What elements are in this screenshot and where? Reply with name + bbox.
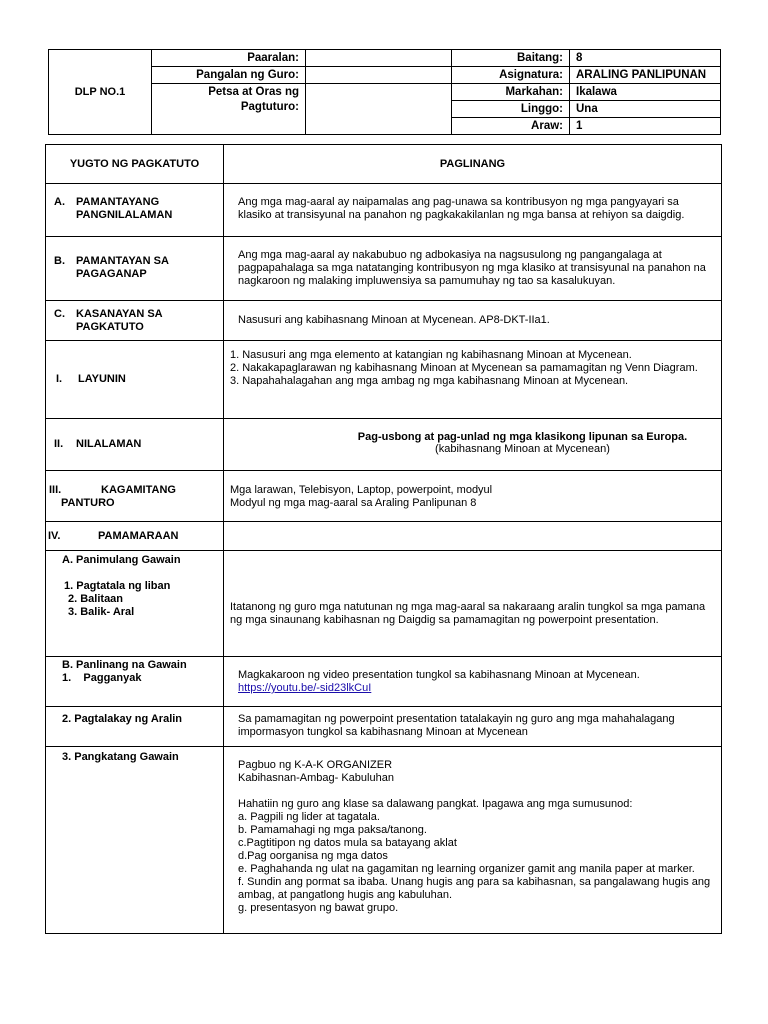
label-linggo: Linggo:	[452, 101, 569, 118]
kagamitan-line: Mga larawan, Telebisyon, Laptop, powerpoint, modyul	[230, 484, 493, 496]
header-table	[48, 49, 721, 135]
label-araw: Araw:	[531, 120, 563, 132]
pangkatang-line: b. Pamamahagi ng mga paksa/tanong.	[238, 824, 427, 836]
column-header-yugto: YUGTO NG PAGKATUTO	[46, 145, 224, 184]
value-markahan: Ikalawa	[570, 84, 720, 101]
label-asignatura: Asignatura:	[452, 67, 569, 84]
label-markahan: Markahan:	[452, 84, 569, 101]
value-baitang: 8	[570, 50, 720, 67]
mark-i: I.	[56, 373, 63, 385]
pangkatang-line: Hahatiin ng guro ang klase sa dalawang pangkat. Ipagawa ang mga sumusunod:	[238, 798, 633, 810]
label-baitang: Baitang:	[452, 50, 569, 67]
pagtalakay-title: 2. Pagtalakay ng Aralin	[46, 707, 224, 747]
pagganyak-title: 1. Pagganyak	[62, 672, 142, 684]
label-petsa: Petsa at Oras ng Pagtuturo:	[208, 86, 299, 113]
pangkatang-line: f. Sundin ang pormat sa ibaba. Unang hugis ang para sa kabihasnan, sa pangalawang hugis ang ambag, at pangatlong hugis ang kabuluhan.	[238, 876, 711, 901]
panimulang-text: Itatanong ng guro mga natutunan ng mga mag-aaral sa nakaraang aralin tungkol sa mga pamana ng mga sinaunang kabihasnan ng Daigdig sa pamamagitan ng powerpoint presentation.	[224, 551, 722, 657]
title-nilalaman: NILALAMAN	[76, 438, 142, 450]
nilalaman-subtopic: (kabihasnang Minoan at Mycenean)	[435, 443, 610, 455]
pangkatang-line: Pagbuo ng K-A-K ORGANIZER	[238, 759, 393, 771]
video-link[interactable]: https://youtu.be/-sid23lkCuI	[238, 682, 372, 694]
pagtalakay-text: Sa pamamagitan ng powerpoint presentation tatalakayin ng guro ang mga mahahalagang impormasyon tungkol sa kabihasnang Minoan at Mycenean	[224, 707, 722, 747]
panimulang-item: 2. Balitaan	[68, 593, 124, 605]
pangkatang-line: d.Pag oorganisa ng mga datos	[238, 850, 388, 862]
mark-c: C.	[54, 308, 65, 320]
title-panturo: PANTURO	[61, 497, 115, 509]
panimulang-gawain-title: A. Panimulang Gawain	[62, 554, 181, 566]
nilalaman-topic: Pag-usbong at pag-unlad ng mga klasikong lipunan sa Europa.	[357, 431, 688, 443]
title-pamantayan-sa-pagaganap: PAMANTAYAN SA PAGAGANAP	[76, 255, 169, 280]
title-pamamaraan: PAMAMARAAN	[98, 529, 179, 542]
mark-a: A.	[54, 196, 65, 208]
text-pamantayang-pangnilalaman: Ang mga mag-aaral ay naipamalas ang pag-unawa sa kontribusyon ng mga pangyayari sa klasiko at transisyunal na panahon ng pagkakakilanlan ng mga bansa at rehiyon sa daigdig.	[224, 184, 722, 237]
layunin-item: 3. Napahahalagahan ang mga ambag ng mga kabihasnang Minoan at Mycenean.	[230, 375, 629, 387]
pangkatang-line: g. presentasyon ng bawat grupo.	[238, 902, 399, 914]
pagganyak-text: Magkakaroon ng video presentation tungkol sa kabihasnang Minoan at Mycenean.	[238, 669, 640, 681]
label-paaralan: Paaralan:	[152, 50, 305, 67]
column-header-paglinang: PAGLINANG	[224, 145, 722, 184]
value-guro[interactable]	[306, 67, 451, 84]
layunin-item: 2. Nakakapaglarawan ng kabihasnang Minoan at Mycenean sa pamamagitan ng Venn Diagram.	[230, 362, 698, 374]
pangkatang-line: Kabihasnan-Ambag- Kabuluhan	[238, 772, 394, 784]
layunin-item: 1. Nasusuri ang mga elemento at katangian ng kabihasnang Minoan at Mycenean.	[230, 349, 632, 361]
value-asignatura: ARALING PANLIPUNAN	[570, 67, 720, 84]
value-linggo: Una	[570, 101, 720, 118]
title-pamantayang-pangnilalaman: PAMANTAYANG PANGNILALAMAN	[76, 196, 173, 221]
layunin-list	[224, 341, 722, 419]
mark-iv: IV.	[48, 529, 61, 542]
dlp-number: DLP NO.1	[49, 50, 152, 135]
mark-b: B.	[54, 255, 65, 267]
panimulang-item: 1. Pagtatala ng liban	[64, 580, 171, 592]
value-paaralan[interactable]	[306, 50, 451, 67]
panimulang-item: 3. Balik- Aral	[68, 606, 135, 618]
value-petsa[interactable]	[306, 84, 451, 100]
panlinang-title: B. Panlinang na Gawain	[62, 659, 187, 671]
pangkatang-line: a. Pagpili ng lider at tagatala.	[238, 811, 380, 823]
pangkatang-line: c.Pagtitipon ng datos mula sa batayang aklat	[238, 837, 457, 849]
title-layunin: LAYUNIN	[78, 373, 126, 385]
lesson-plan-table	[45, 144, 722, 934]
value-araw: 1	[576, 120, 583, 132]
kagamitan-line: Modyul ng mga mag-aaral sa Araling Panlipunan 8	[230, 497, 477, 509]
pangkatang-title: 3. Pangkatang Gawain	[46, 747, 224, 934]
label-guro: Pangalan ng Guro:	[152, 67, 305, 84]
mark-iii: III.	[49, 484, 62, 496]
text-pamantayan-sa-pagaganap: Ang mga mag-aaral ay nakabubuo ng adbokasiya na nagsusulong ng pangangalaga at pagpapahalaga sa mga natatanging kontribusyon ng mga klasiko at transisyunal na panahon na nagkaroon ng malaking impluwensiya sa pamumuhay ng tao sa kasalukuyan.	[224, 237, 722, 301]
pangkatang-line: e. Paghahanda ng ulat na gagamitan ng learning organizer gamit ang manila paper at marker.	[238, 863, 695, 875]
mark-ii: II.	[54, 438, 64, 450]
pangkatang-content	[224, 747, 722, 934]
title-kagamitang: KAGAMITANG	[101, 484, 176, 496]
title-kasanayan: KASANAYAN SA PAGKATUTO	[76, 308, 163, 333]
text-kasanayan: Nasusuri ang kabihasnang Minoan at Mycenean. AP8-DKT-IIa1.	[224, 301, 722, 341]
